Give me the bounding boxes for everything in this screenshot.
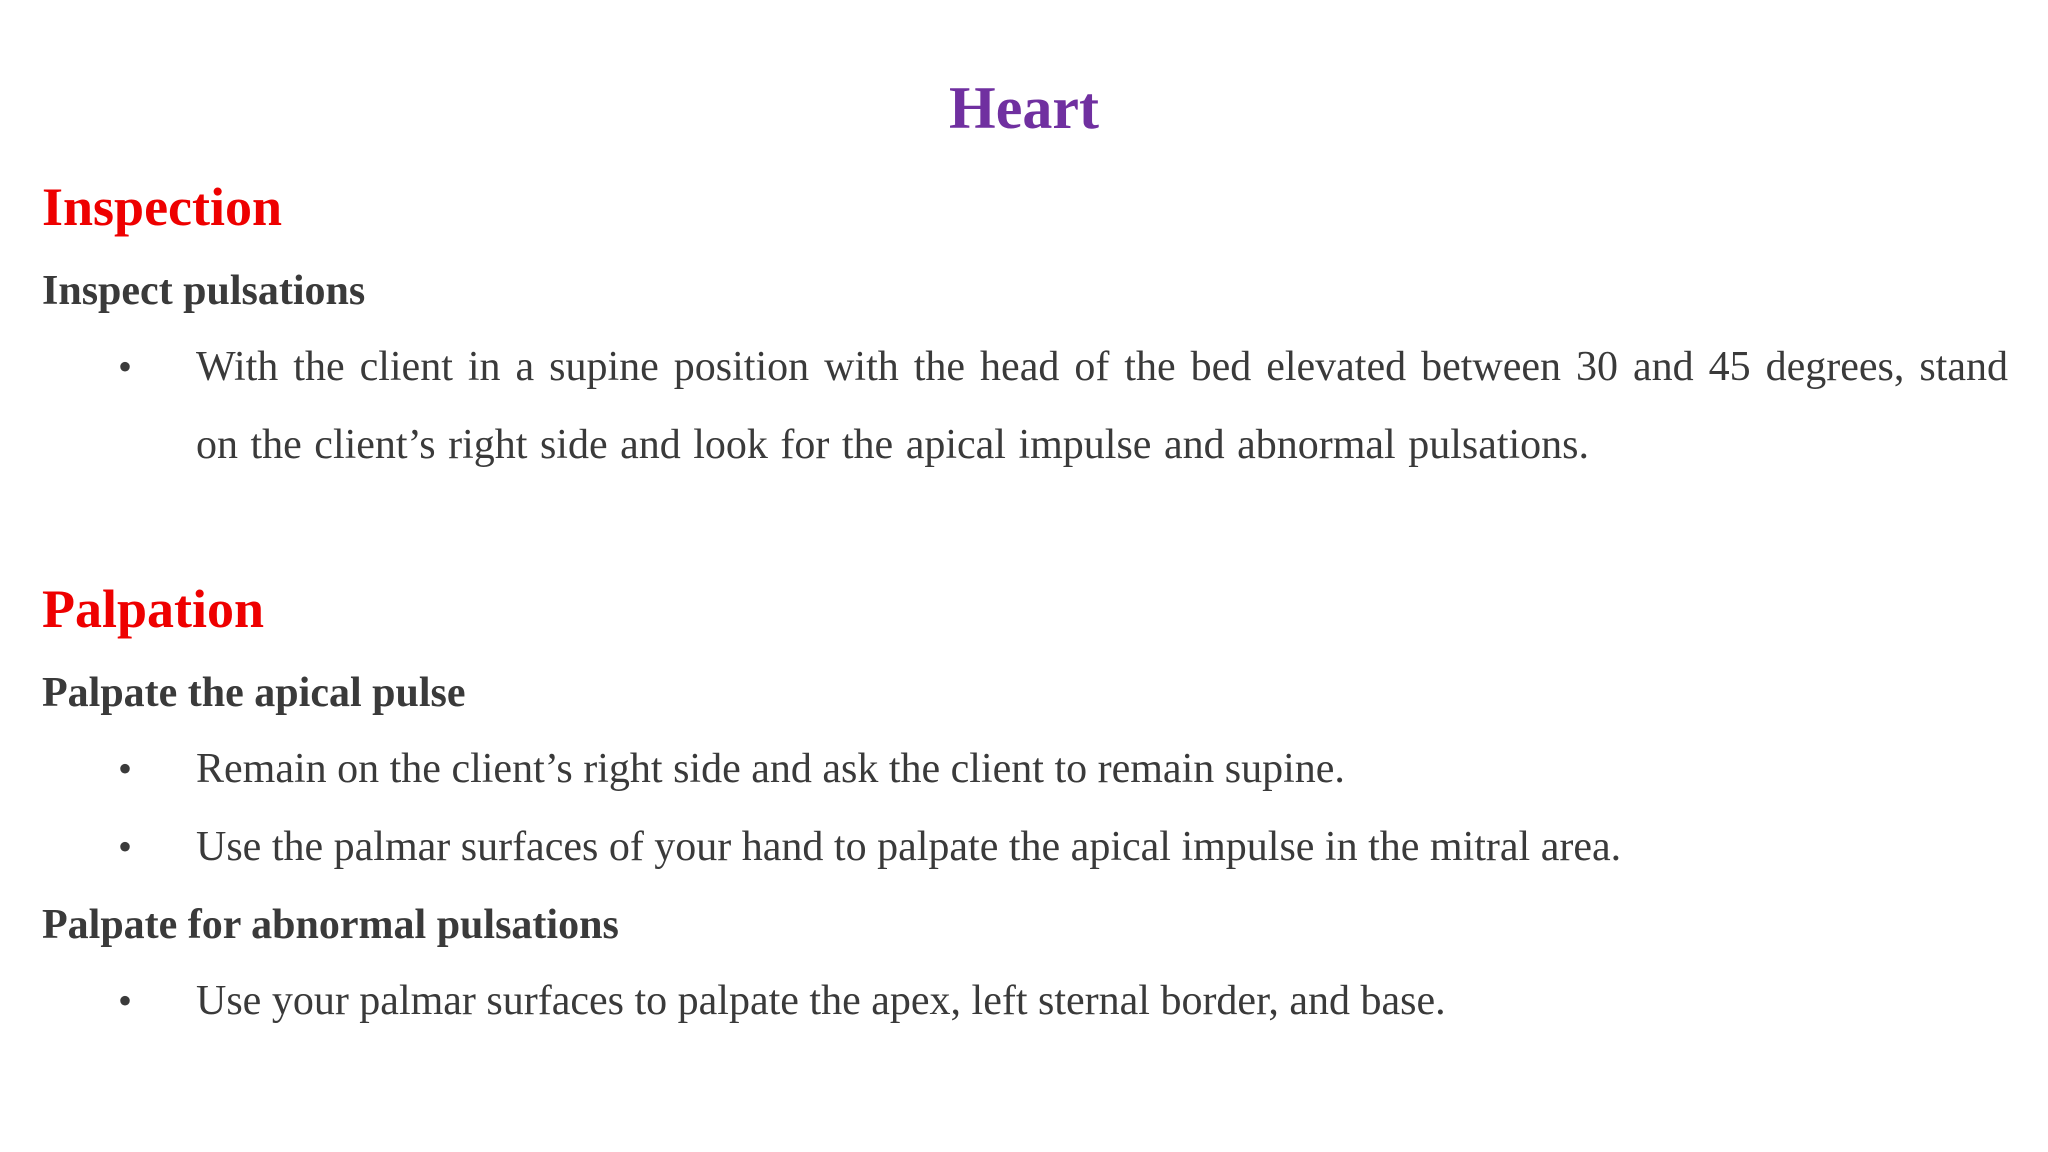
bullet-text-palpate-apex: Use your palmar surfaces to palpate the apex, left sternal border, and base. [196, 978, 1446, 1024]
bullet-text-palmar-surfaces-hand: Use the palmar surfaces of your hand to palpate the apical impulse in the mitral area. [196, 824, 1622, 870]
page-title: Heart [949, 75, 1099, 141]
bullet-text-inspect-position: With the client in a supine position with the head of the bed elevated between 30 and 45 degrees, stand on the client’s right side and look for the apical impulse and abnormal pulsations. [196, 344, 2008, 468]
subheading-inspect-pulsations: Inspect pulsations [42, 268, 366, 314]
bullet-marker: • [118, 344, 133, 389]
section-heading-inspection: Inspection [42, 177, 283, 237]
bullet-marker: • [118, 978, 133, 1023]
bullet-marker: • [118, 746, 133, 791]
bullet-marker: • [118, 824, 133, 869]
subheading-palpate-apical-pulse: Palpate the apical pulse [42, 670, 466, 716]
subheading-palpate-abnormal-pulsations: Palpate for abnormal pulsations [42, 902, 619, 948]
bullet-text-remain-supine: Remain on the client’s right side and ask the client to remain supine. [196, 746, 1345, 792]
section-heading-palpation: Palpation [42, 579, 265, 639]
